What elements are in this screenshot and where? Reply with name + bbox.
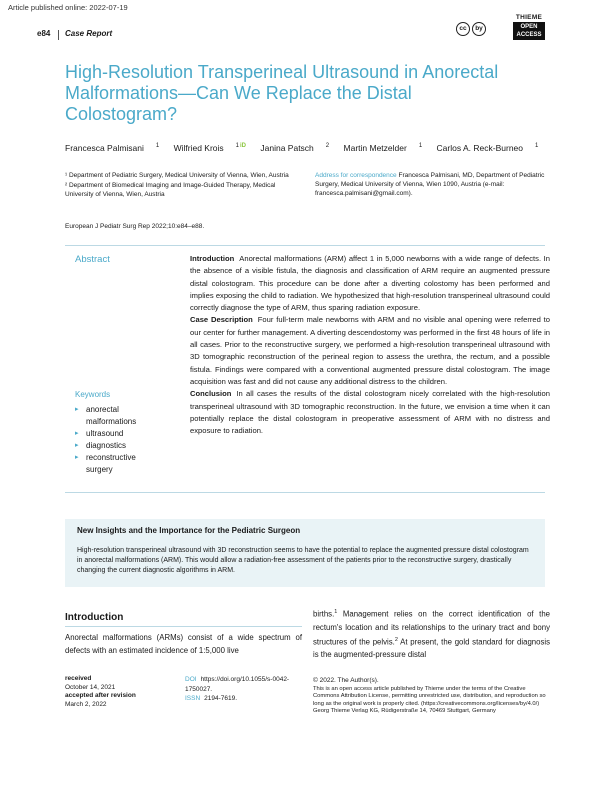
aff-ref: 1 bbox=[235, 143, 240, 150]
published-date: Article published online: 2022-07-19 bbox=[8, 3, 128, 12]
aff-ref: 1 bbox=[418, 143, 423, 150]
keyword-item: ▸ reconstructive surgery bbox=[75, 452, 155, 476]
author bbox=[260, 143, 329, 153]
aff-ref: 1 bbox=[155, 143, 160, 150]
received-label: received bbox=[65, 675, 92, 682]
author-name: Janina Patsch bbox=[260, 143, 314, 153]
author-name: Carlos A. Reck-Burneo bbox=[436, 143, 523, 153]
publisher-name: THIEME bbox=[515, 14, 543, 21]
publisher-logo bbox=[513, 14, 545, 40]
intro-left-column: Anorectal malformations (ARMs) consist of a wide spectrum of defects with an estimated incidence of 1:5,000 live bbox=[65, 633, 302, 655]
abstract-body bbox=[190, 253, 550, 437]
author bbox=[344, 143, 423, 153]
abstract-text: In all cases the results of the distal colostogram nicely correlated with the high-resolution transperineal ultrasound with 3D tomographic reconstruction. In the future, we envision a time when it can potentially replace the distal colostogram in preoperative assessment of ARM with no distress and exposure to radiation. bbox=[190, 389, 550, 436]
insights-text: High-resolution transperineal ultrasound with 3D reconstruction seems to have the potential to replace the augmented pressure distal colostogram in anorectal malformations (ARM). This would allow a radiation-free assessment of the patients prior to the reconstructive surgery, drastically changing the current diagnostic algorithms in ARM. bbox=[77, 547, 529, 574]
author-name: Wilfried Krois bbox=[173, 143, 224, 153]
keyword-list bbox=[75, 404, 155, 476]
abstract-text: Four full-term male newborns with ARM and no visible anal opening were referred to our center for further management. A diverting descendostomy was performed in the first 48 hours of life in all cases. Prior to the reconstructive surgery, we performed a high-resolution transperineal ultrasound with 3D tomographic reconstruction of the perineal region to assess the urethra, the rectum, and a possible fistula. Findings were compared with a conventional augmented pressure distal colostogram. The image acquisition was fast and did not cause any additional distress to the children. bbox=[190, 315, 550, 386]
affiliation: ¹ Department of Pediatric Surgery, Medical University of Vienna, Wien, Austria bbox=[65, 172, 289, 179]
divider bbox=[65, 492, 545, 493]
divider bbox=[65, 626, 302, 627]
body-text: At present, the gold standard for diagnosis is the augmented-pressure distal bbox=[313, 637, 550, 660]
reference-link[interactable]: 1 bbox=[334, 609, 338, 615]
affiliation: ² Department of Biomedical Imaging and Image-Guided Therapy, Medical University of Vienna, Wien, Austria bbox=[65, 182, 276, 198]
insights-box bbox=[65, 519, 545, 587]
doi-info bbox=[185, 675, 295, 704]
badge-line-1: OPEN bbox=[520, 24, 538, 30]
issn-value: 2194-7619. bbox=[204, 695, 238, 702]
keyword-item: ▸ diagnostics bbox=[75, 440, 155, 452]
section-label: Case Report bbox=[65, 29, 113, 38]
body-text: births. bbox=[313, 609, 335, 619]
reference-link[interactable]: 2 bbox=[394, 636, 398, 643]
citation: European J Pediatr Surg Rep 2022;10:e84–e88. bbox=[65, 223, 205, 230]
abstract-heading: Case Description bbox=[190, 315, 253, 325]
keyword-item: ▸ ultrasound bbox=[75, 428, 155, 440]
article-title: High-Resolution Transperineal Ultrasound in Anorectal Malformations—Can We Replace the Distal Colostogram? bbox=[65, 62, 499, 124]
body-text: Management relies on the correct identification of the rectum's location and its relationships to the urinary tract and bony structures of the pelvis. bbox=[313, 609, 550, 647]
author bbox=[174, 143, 246, 153]
header-divider bbox=[58, 30, 59, 40]
orcid-icon[interactable]: iD bbox=[240, 143, 247, 150]
open-access-badge bbox=[513, 22, 545, 40]
author bbox=[437, 143, 539, 153]
issn-label: ISSN bbox=[185, 695, 201, 702]
doi-link[interactable]: https://doi.org/10.1055/s-0042-1750027. bbox=[185, 676, 290, 693]
author-name: Francesca Palmisani bbox=[65, 143, 144, 153]
author-name: Martin Metzelder bbox=[343, 143, 407, 153]
intro-right-column bbox=[313, 606, 550, 661]
page-number: e84 bbox=[37, 29, 51, 38]
abstract-section bbox=[190, 314, 550, 388]
abstract-section bbox=[190, 253, 550, 314]
affiliations bbox=[65, 171, 305, 200]
abstract-heading: Conclusion bbox=[190, 389, 232, 399]
accepted-date: March 2, 2022 bbox=[65, 701, 107, 709]
section-heading: Introduction bbox=[65, 612, 124, 623]
abstract-label: Abstract bbox=[75, 254, 110, 265]
correspondence-label: Address for correspondence bbox=[315, 172, 397, 179]
license-info bbox=[313, 677, 550, 716]
received-date: October 14, 2021 bbox=[65, 683, 116, 691]
correspondence-text[interactable]: Francesca Palmisani, MD, Department of Pediatric Surgery, Medical University of Vienna, Wien 1090, Austria (e-mail: francesca.palmisani@gmail.com). bbox=[315, 172, 545, 197]
keywords-label: Keywords bbox=[75, 390, 111, 399]
accepted-label: accepted after revision bbox=[65, 692, 136, 700]
keyword-item: ▸ anorectal malformations bbox=[75, 404, 155, 428]
correspondence bbox=[315, 171, 555, 198]
by-icon: by bbox=[472, 22, 486, 36]
received-dates bbox=[65, 675, 165, 710]
cc-icon: cc bbox=[456, 22, 470, 36]
insights-heading: New Insights and the Importance for the Pediatric Surgeon bbox=[77, 526, 301, 535]
divider bbox=[65, 245, 545, 246]
aff-ref: 1 bbox=[535, 143, 539, 150]
abstract-heading: Introduction bbox=[190, 254, 235, 263]
author bbox=[65, 143, 159, 153]
abstract-section bbox=[190, 388, 550, 437]
abstract-text: Anorectal malformations (ARM) affect 1 in 5,000 newborns with a wide range of defects. In the absence of a visible fistula, the diagnosis and classification of ARM require an augmented pressure distal colostogram. This procedure can be done after a diverting colostomy has been performed and implies exposing the child to radiation. We hypothesized that high-resolution transperineal ultrasound could correctly diagnose the type of ARM, thus sparing radiation exposure. bbox=[190, 254, 550, 313]
author-list bbox=[65, 143, 550, 153]
copyright: © 2022. The Author(s). bbox=[313, 677, 379, 684]
badge-line-2: ACCESS bbox=[516, 32, 542, 38]
license-text: This is an open access article published by Thieme under the terms of the Creative Commons Attribution License, permitting unrestricted use, distribution, and reproduction so long as the original work is properly cited. (https://creativecommons.org/licenses/by/4.0/) bbox=[313, 685, 546, 707]
aff-ref: 2 bbox=[325, 143, 330, 150]
doi-label: DOI bbox=[185, 676, 197, 683]
publisher-address: Georg Thieme Verlag KG, Rüdigerstraße 14, 70469 Stuttgart, Germany bbox=[313, 708, 496, 715]
license-icons bbox=[456, 22, 486, 36]
